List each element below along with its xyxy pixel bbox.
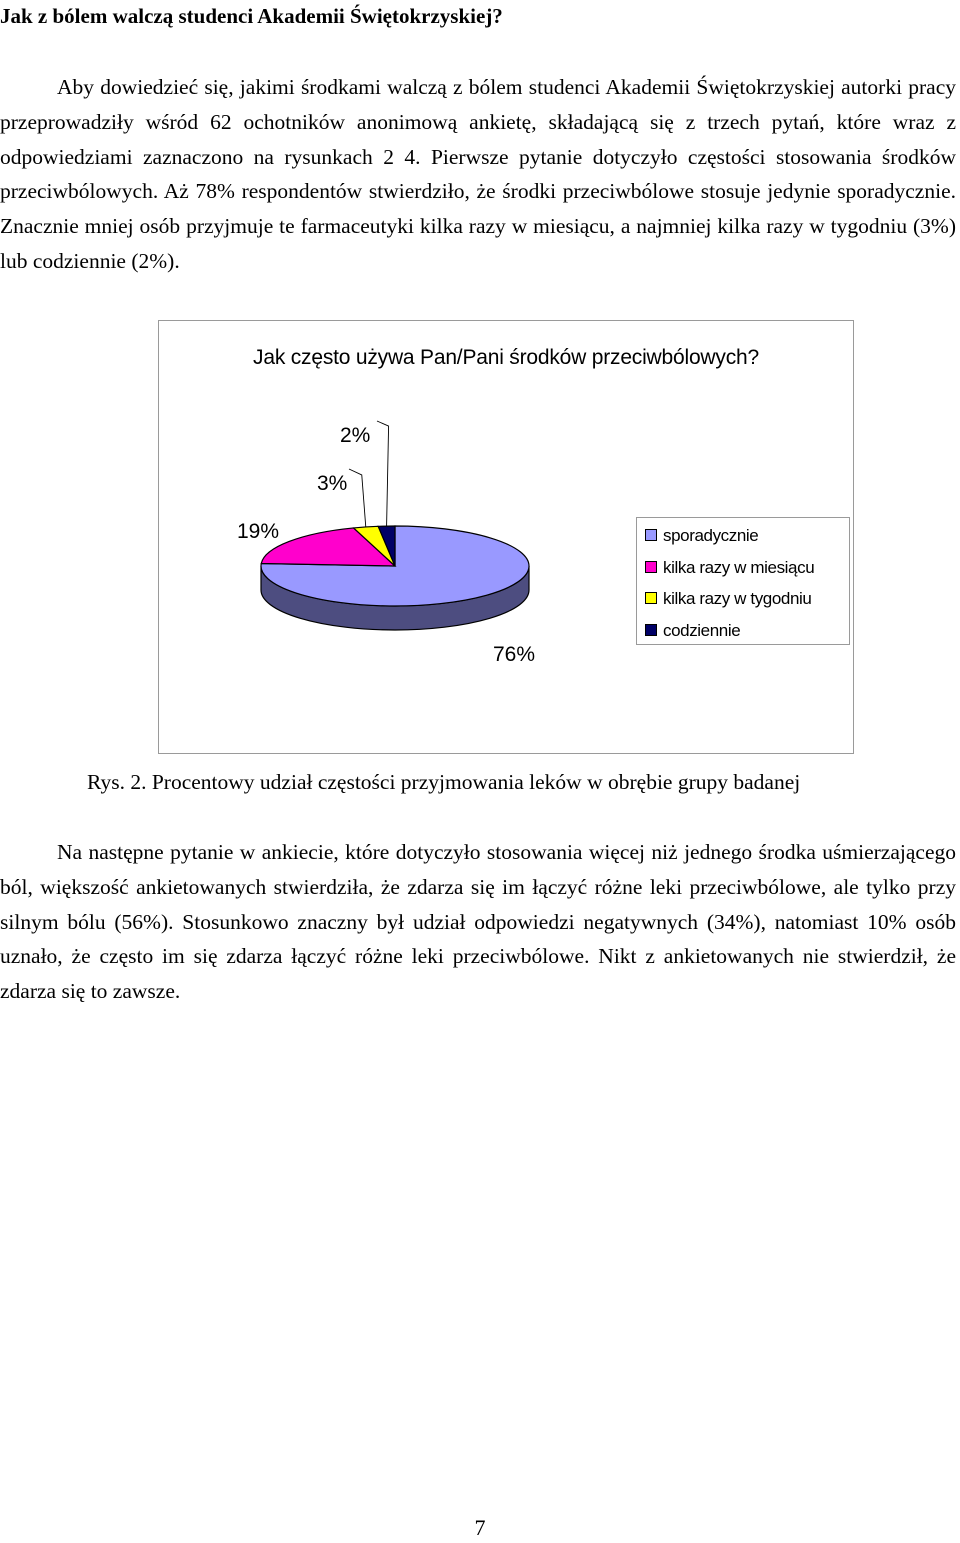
legend-swatch-0 bbox=[645, 529, 657, 541]
section-heading: Jak z bólem walczą studenci Akademii Świętokrzyskiej? bbox=[0, 4, 503, 28]
pie-label-1: 19% bbox=[237, 520, 280, 543]
legend-label-2: kilka razy w tygodniu bbox=[663, 589, 812, 608]
legend-swatch-2 bbox=[645, 592, 657, 604]
intro-paragraph: Aby dowiedzieć się, jakimi środkami walczą z bólem studenci Akademii Świętokrzyskiej autorki pracy przeprowadziły wśród 62 ochotników anonimową ankietę, składającą się z trzech pytań, które wraz z odpowiedziami zaznaczono na rysunkach 2 4. Pierwsze pytanie dotyczyło częstości stosowania środków przeciwbólowych. Aż 78% respondentów stwierdziło, że środki przeciwbólowe stosuje jedynie sporadycznie. Znacznie mniej osób przyjmuje te farmaceutyki kilka razy w miesiącu, a najmniej kilka razy w tygodniu (3%) lub codziennie (2%). bbox=[0, 75, 956, 273]
legend-label-1: kilka razy w miesiącu bbox=[663, 557, 815, 577]
second-paragraph: Na następne pytanie w ankiecie, które dotyczyło stosowania więcej niż jednego środka uśmierzającego ból, większość ankietowanych stwierdziła, że zdarza się im łączyć różne leki przeciwbólowe, ale tylko przy silnym bólu (56%). Stosunkowo znaczny był udział odpowiedzi negatywnych (34%), natomiast 10% osób uznało, że często im się zdarza łączyć różne leki przeciwbólowe. Nikt z ankietowanych nie stwierdził, że zdarza się to zawsze. bbox=[0, 840, 956, 1004]
leader-line-2pct bbox=[377, 421, 389, 526]
chart-legend bbox=[636, 517, 850, 645]
legend-label-0: sporadycznie bbox=[663, 526, 759, 545]
pie-label-2: 3% bbox=[317, 472, 348, 495]
legend-swatch-1 bbox=[645, 561, 657, 573]
legend-swatch-3 bbox=[645, 624, 657, 636]
legend-label-3: codziennie bbox=[663, 620, 741, 640]
page-number: 7 bbox=[474, 1515, 486, 1540]
leader-line-3pct bbox=[349, 469, 366, 527]
figure-caption: Rys. 2. Procentowy udział częstości przyjmowania leków w obrębie grupy badanej bbox=[87, 770, 801, 794]
pie-label-3: 2% bbox=[340, 424, 371, 447]
pie-label-0: 76% bbox=[493, 643, 536, 666]
chart-title: Jak często używa Pan/Pani środków przeciwbólowych? bbox=[253, 346, 759, 369]
pie-chart bbox=[158, 320, 854, 754]
